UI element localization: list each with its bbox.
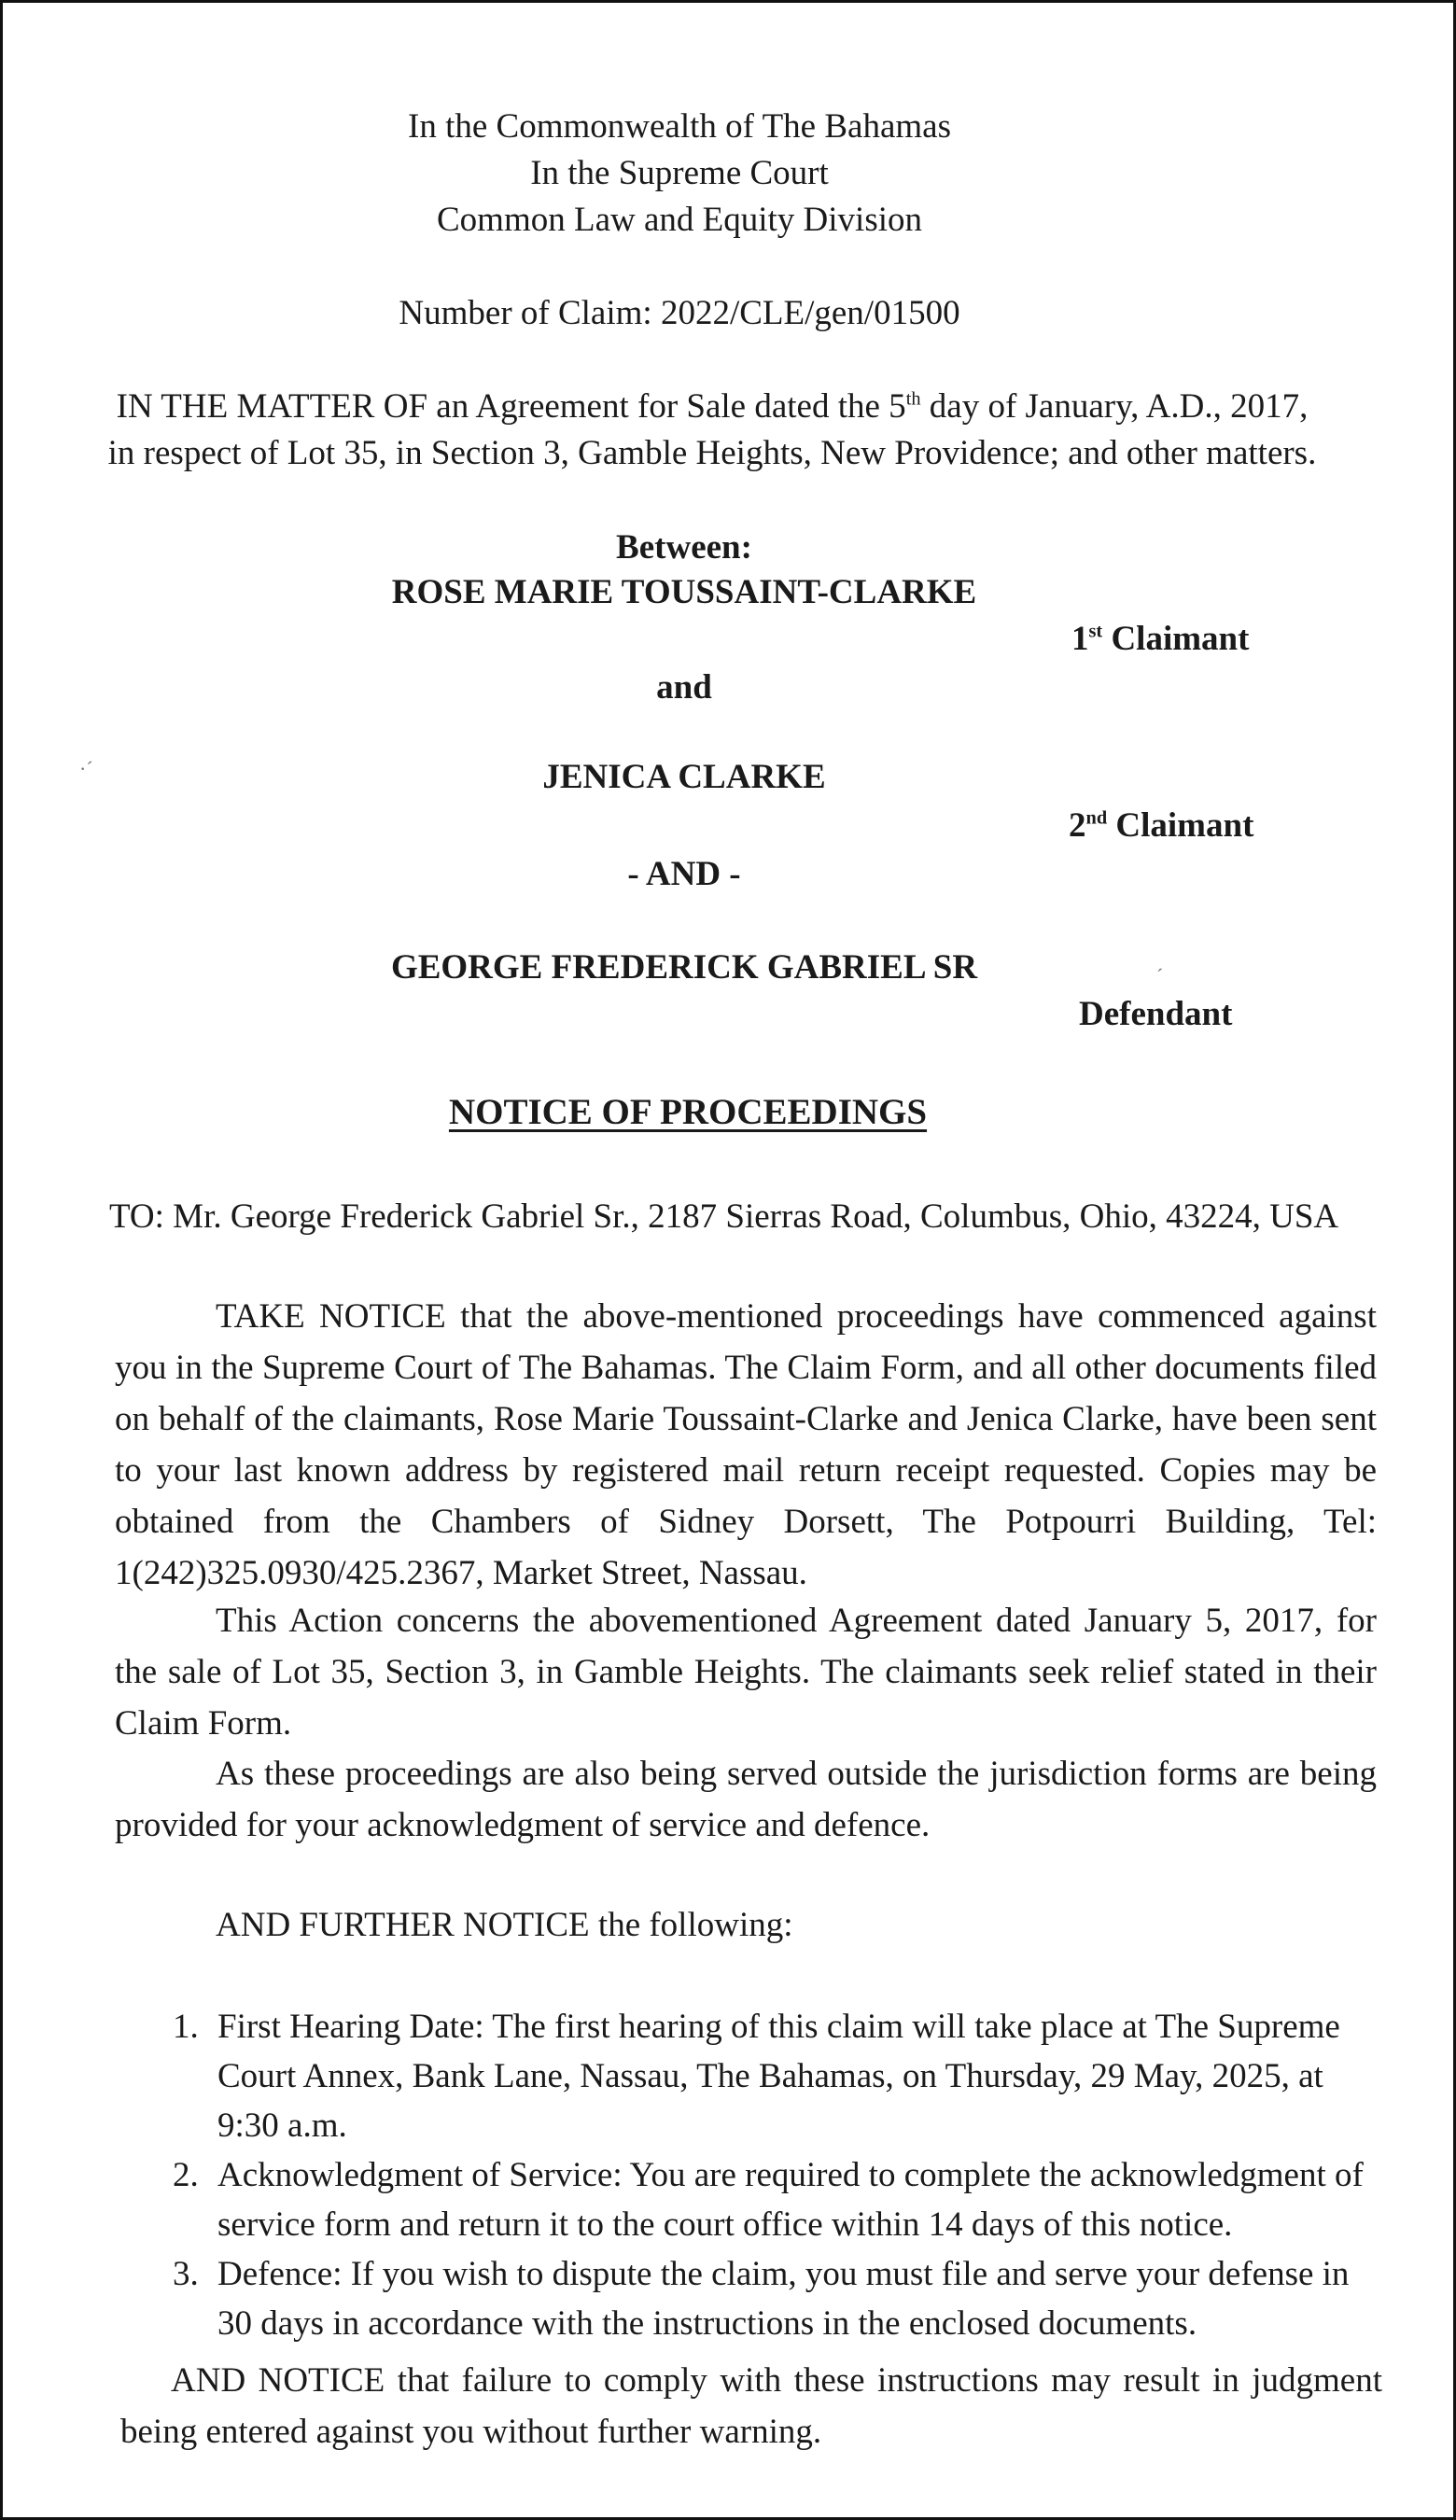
list-item-text: Defence: If you wish to dispute the claim, you must file and serve your defense in 30 days in accordance with the instructions in the enclosed documents. [217,2255,1350,2343]
list-item-number: 2. [173,2156,199,2194]
claimant-2-role-number: 2 [1069,806,1086,845]
claimant-1-role [1071,619,1249,659]
matter-line-2: in respect of Lot 35, in Section 3, Gamble Heights, New Providence; and other matters. [107,434,1317,472]
notice-item-first-hearing [115,2002,1384,2150]
list-item-number: 3. [173,2255,199,2293]
list-item-text: Acknowledgment of Service: You are required to complete the acknowledgment of service form and return it to the court office within 14 days of this notice. [217,2156,1364,2244]
matter-statement [3,384,1421,477]
served-outside-paragraph: As these proceedings are also being served outside the jurisdiction forms are being provided for your acknowledgment of service and defence. [115,1755,1377,1844]
list-item-number: 1. [173,2008,199,2046]
header-line-division: Common Law and Equity Division [436,201,923,239]
notice-item-acknowledgment [115,2150,1384,2249]
claimant-1-role-superscript: st [1088,621,1103,642]
claimant-1-name: ROSE MARIE TOUSSAINT-CLARKE [391,573,977,611]
claimant-1-role-label: Claimant [1102,620,1250,658]
claimant-2-role-superscript: nd [1085,807,1108,829]
document-title-text: NOTICE OF PROCEEDINGS [448,1092,928,1132]
take-notice-paragraph: TAKE NOTICE that the above-mentioned proceedings have commenced against you in the Supreme Court of The Bahamas. The Claim Form, and all other documents filed on behalf of the claimants, Rose Marie Toussaint-Clarke and Jenica Clarke, have been sent to your last known address by registered mail return receipt requested. Copies may be obtained from the Chambers of Sidney Dorsett, The Potpourri Building, Tel: 1(242)325.0930/425.2367, Market Street, Nassau. [115,1297,1377,1592]
matter-line-1-end: day of January, A.D., 2017, [920,387,1309,426]
between-label: Between: [616,528,752,567]
list-item-text: First Hearing Date: The first hearing of this claim will take place at The Supreme Court Annex, Bank Lane, Nassau, The Bahamas, on Thursday, 29 May, 2025, at 9:30 a.m. [217,2008,1340,2145]
matter-line-1-start: IN THE MATTER OF an Agreement for Sale dated the 5 [116,387,906,426]
closing-paragraph: AND NOTICE that failure to comply with these instructions may result in judgment being entered against you without further warning. [120,2361,1382,2451]
matter-line-1-superscript: th [905,388,921,410]
claimant-2-role-label: Claimant [1107,806,1254,845]
and-separator-caps: - AND - [627,855,741,893]
defendant-name: GEORGE FREDERICK GABRIEL SR [390,948,978,987]
scan-speck: ·ˊ [79,757,93,780]
court-header [3,104,1356,244]
and-separator: and [656,668,712,707]
defendant-role: Defendant [1079,995,1233,1033]
action-paragraph: This Action concerns the abovementioned Agreement dated January 5, 2017, for the sale of Lot 35, Section 3, in Gamble Heights. The claimants seek relief stated in their Claim Form. [115,1602,1377,1743]
claimant-2-name: JENICA CLARKE [542,758,826,796]
scan-speck: ˊ [1156,964,1164,987]
claim-number: Number of Claim: 2022/CLE/gen/01500 [399,294,960,332]
document-title [3,1091,1373,1133]
notice-items-list [115,2002,1384,2348]
notice-item-defence [115,2249,1384,2348]
claimant-1-role-number: 1 [1071,620,1089,658]
matter-line-1 [3,384,1421,430]
claimant-2-role [1069,805,1253,846]
header-line-commonwealth: In the Commonwealth of The Bahamas [408,107,951,146]
further-notice-line: AND FURTHER NOTICE the following: [216,1906,793,1944]
recipient-line: TO: Mr. George Frederick Gabriel Sr., 2187 Sierras Road, Columbus, Ohio, 43224, USA [109,1197,1339,1236]
header-line-supreme-court: In the Supreme Court [530,154,829,192]
